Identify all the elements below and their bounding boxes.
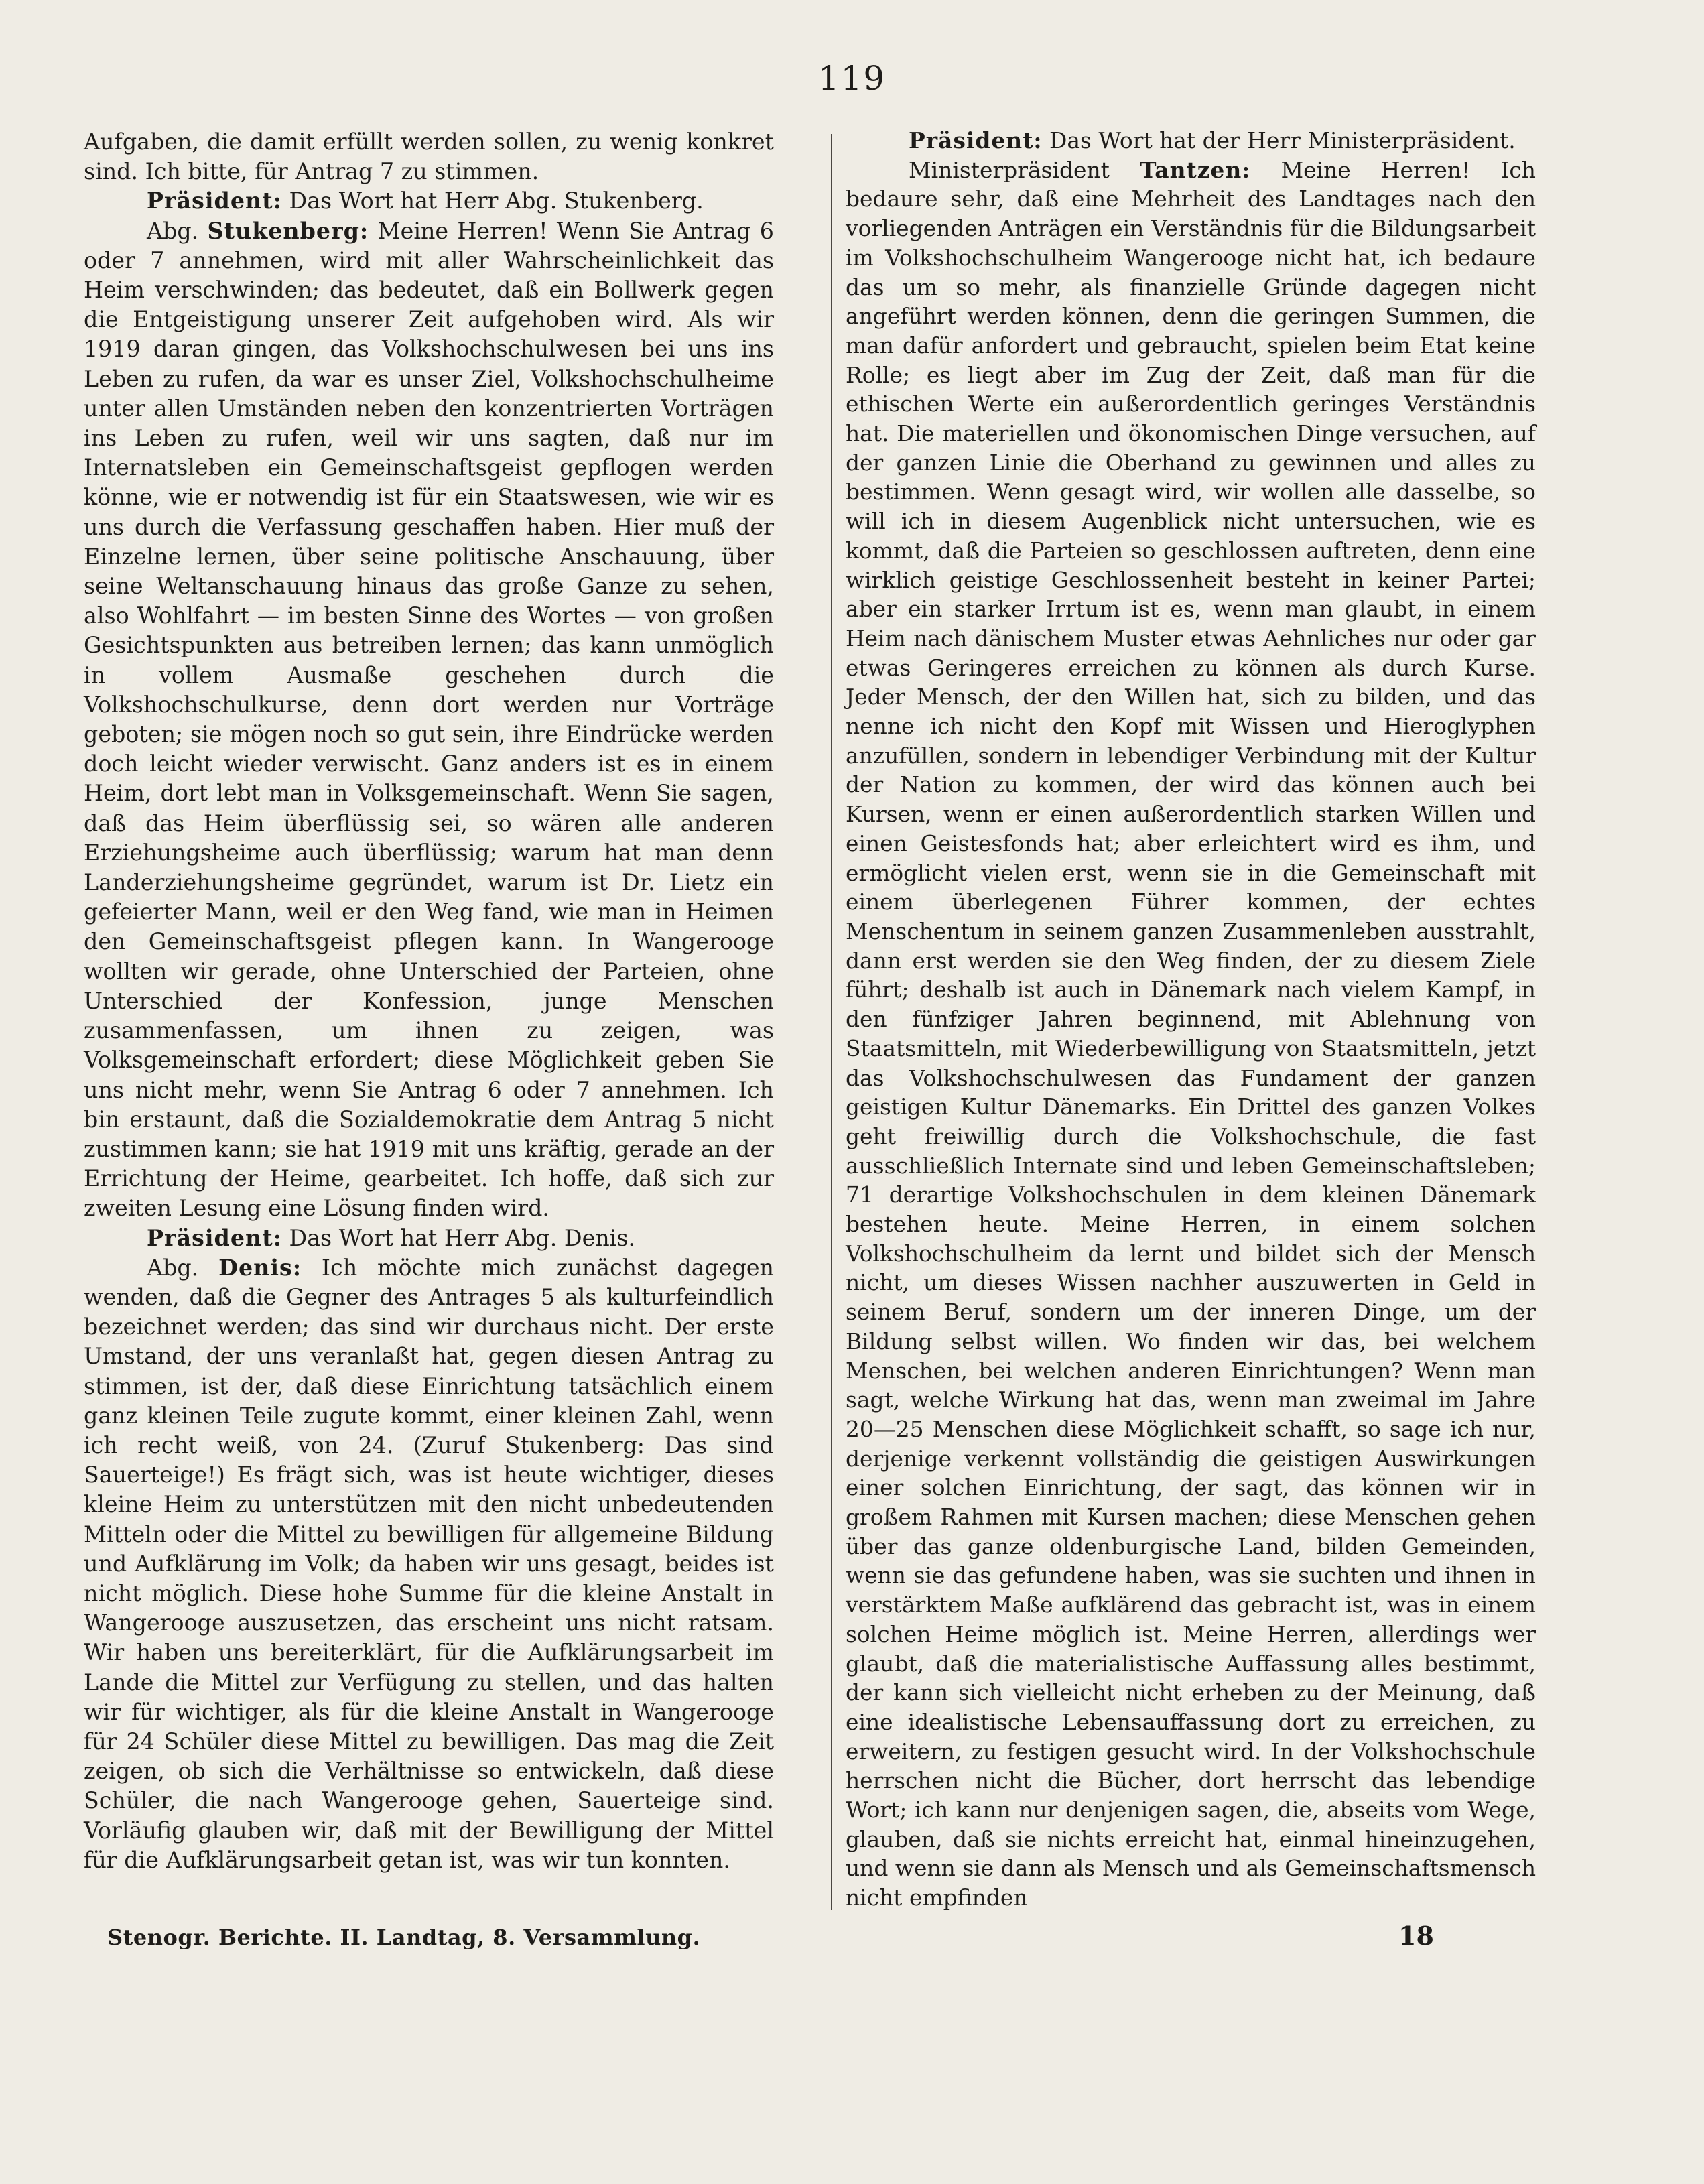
speech-paragraph <box>84 1224 774 1253</box>
speech-text: Aufgaben, die damit erfüllt werden sollen, zu wenig konkret sind. Ich bitte, für Antrag 7 zu stimmen. <box>84 129 774 185</box>
speaker-name: Stukenberg: <box>207 217 369 244</box>
speech-paragraph <box>84 1253 774 1875</box>
speech-text: Ich möchte mich zunächst dagegen wenden, daß die Gegner des Antrages 5 als kulturfeindlich bezeichnet werden; das sind wir durchaus nicht. Der erste Umstand, der uns veranlaßt hat, gegen diesen Antrag zu stimmen, ist der, daß diese Einrichtung tatsächlich einem ganz kleinen Teile zugute kommt, einer kleinen Zahl, wenn ich recht weiß, von 24. (Zuruf Stukenberg: Das sind Sauerteige!) Es frägt sich, was ist heute wichtiger, dieses kleine Heim zu unterstützen mit den nicht unbedeutenden Mitteln oder die Mittel zu bewilligen für allgemeine Bildung und Aufklärung im Volk; da haben wir uns gesagt, beides ist nicht möglich. Diese hohe Summe für die kleine Anstalt in Wangerooge auszusetzen, das erscheint uns nicht ratsam. Wir haben uns bereiterklärt, für die Aufklärungsarbeit im Lande die Mittel zur Verfügung zu stellen, und das halten wir für wichtiger, als für die kleine Anstalt in Wangerooge für 24 Schüler diese Mittel zu bewilligen. Das mag die Zeit zeigen, ob sich die Verhältnisse so entwickeln, daß diese Schüler, die nach Wangerooge gehen, Sauerteige sind. Vorläufig glauben wir, daß mit der Bewilligung der Mittel für die Aufklärungsarbeit getan ist, was wir tun konnten. <box>84 1254 774 1873</box>
speech-text: Das Wort hat Herr Abg. Stukenberg. <box>289 188 704 214</box>
speech-paragraph <box>84 186 774 216</box>
column-divider <box>831 134 832 1910</box>
speech-text: Das Wort hat der Herr Ministerpräsident. <box>1049 127 1516 153</box>
speaker-title: Abg. <box>147 217 199 244</box>
speaker-name: Präsident: <box>147 188 282 214</box>
footer-source: Stenogr. Berichte. II. Landtag, 8. Versammlung. <box>107 1925 701 1950</box>
speaker-name: Präsident: <box>147 1224 282 1251</box>
page-number: 119 <box>817 59 887 98</box>
speech-paragraph <box>84 216 774 1224</box>
speech-text: Meine Herren! Ich bedaure sehr, daß eine Mehrheit des Landtages nach den vorliegenden Anträgen ein Verständnis für die Bildungsarbeit im Volkshochschulheim Wangerooge nicht hat, ich bedaure das um so mehr, als finanzielle Gründe dagegen nicht angeführt werden können, denn die geringen Summen, die man dafür anfordert und gebraucht, spielen beim Etat keine Rolle; es liegt aber im Zug der Zeit, daß man für die ethischen Werte ein außerordentlich geringes Verständnis hat. Die materiellen und ökonomischen Dinge versuchen, auf der ganzen Linie die Oberhand zu gewinnen und alles zu bestimmen. Wenn gesagt wird, wir wollen alle dasselbe, so will ich in diesem Augenblick nicht untersuchen, wie es kommt, daß die Parteien so geschlossen auftreten, denn eine wirklich geistige Geschlossenheit besteht in keiner Partei; aber ein starker Irrtum ist es, wenn man glaubt, in einem Heim nach dänischem Muster etwas Aehnliches nur oder gar etwas Geringeres erreichen zu können als durch Kurse. Jeder Mensch, der den Willen hat, sich zu bilden, und das nenne ich nicht den Kopf mit Wissen und Hieroglyphen anzufüllen, sondern in lebendiger Verbindung mit der Kultur der Nation zu kommen, der wird das können auch bei Kursen, wenn er einen außerordentlich starken Willen und einen Geistesfonds hat; aber erleichtert wird es ihm, und ermöglicht vielen erst, wenn sie in die Gemeinschaft mit einem überlegenen Führer kommen, der echtes Menschentum in seinem ganzen Zusammenleben ausstrahlt, dann erst werden sie den Weg finden, der zu diesem Ziele führt; deshalb ist auch in Dänemark nach vielem Kampf, in den fünfziger Jahren beginnend, mit Ablehnung von Staatsmitteln, mit Wiederbewilligung von Staatsmitteln, jetzt das Volkshochschulwesen das Fundament der ganzen geistigen Kultur Dänemarks. Ein Drittel des ganzen Volkes geht freiwillig durch die Volkshochschule, die fast ausschließlich Internate sind und leben Gemeinschaftsleben; 71 derartige Volkshochschulen in dem kleinen Dänemark bestehen heute. Meine Herren, in einem solchen Volkshochschulheim da lernt und bildet sich der Mensch nicht, um dieses Wissen nachher auszuwerten in Geld in seinem Beruf, sondern um der inneren Dinge, um der Bildung selbst willen. Wo finden wir das, bei welchem Menschen, bei welchen anderen Einrichtungen? Wenn man sagt, welche Wirkung hat das, wenn man zweimal im Jahre 20—25 Menschen diese Möglichkeit schafft, so sage ich nur, derjenige verkennt vollständig die geistigen Auswirkungen einer solchen Einrichtung, der sagt, das können wir in großem Rahmen mit Kursen machen; diese Menschen gehen über das ganze oldenburgische Land, bilden Gemeinden, wenn sie das gefundene haben, was sie suchten und ihnen in verstärktem Maße aufklärend das gebracht ist, was in einem solchen Heime möglich ist. Meine Herren, allerdings wer glaubt, daß die materialistische Auffassung alles bestimmt, der kann sich vielleicht nicht erheben zu der Meinung, daß eine idealistische Lebensauffassung dort zu erreichen, zu erweitern, zu festigen gesucht wird. In der Volkshochschule herrschen nicht die Bücher, dort herrscht das lebendige Wort; ich kann nur denjenigen sagen, die, abseits vom Wege, glauben, daß sie nichts erreicht hat, einmal hineinzugehen, und wenn sie dann als Mensch und als Gemeinschaftsmensch nicht empfinden <box>846 156 1536 1911</box>
speaker-title: Ministerpräsident <box>909 156 1110 183</box>
speaker-title: Abg. <box>147 1254 199 1281</box>
speech-paragraph <box>846 155 1536 1913</box>
speech-text: Meine Herren! Wenn Sie Antrag 6 oder 7 annehmen, wird mit aller Wahrscheinlichkeit das Heim verschwinden; das bedeutet, daß ein Bollwerk gegen die Entgeistigung unserer Zeit aufgehoben wird. Als wir 1919 daran gingen, das Volkshochschulwesen bei uns ins Leben zu rufen, da war es unser Ziel, Volkshochschulheime unter allen Umständen neben den konzentrierten Vorträgen ins Leben zu rufen, weil wir uns sagten, daß nur im Internatsleben ein Gemeinschaftsgeist gepflogen werden könne, wie er notwendig ist für ein Staatswesen, wie wir es uns durch die Verfassung geschaffen haben. Hier muß der Einzelne lernen, über seine politische Anschauung, über seine Weltanschauung hinaus das große Ganze zu sehen, also Wohlfahrt — im besten Sinne des Wortes — von großen Gesichtspunkten aus betreiben lernen; das kann unmöglich in vollem Ausmaße geschehen durch die Volkshochschulkurse, denn dort werden nur Vorträge geboten; sie mögen noch so gut sein, ihre Eindrücke werden doch leicht wieder verwischt. Ganz anders ist es in einem Heim, dort lebt man in Volksgemeinschaft. Wenn Sie sagen, daß das Heim überflüssig sei, so wären alle anderen Erziehungsheime auch überflüssig; warum hat man denn Landerziehungsheime gegründet, warum ist Dr. Lietz ein gefeierter Mann, weil er den Weg fand, wie man in Heimen den Gemeinschaftsgeist pflegen kann. In Wangerooge wollten wir gerade, ohne Unterschied der Parteien, ohne Unterschied der Konfession, junge Menschen zusammenfassen, um ihnen zu zeigen, was Volksgemeinschaft erfordert; diese Möglichkeit geben Sie uns nicht mehr, wenn Sie Antrag 6 oder 7 annehmen. Ich bin erstaunt, daß die Sozialdemokratie dem Antrag 5 nicht zustimmen kann; sie hat 1919 mit uns kräftig, gerade an der Errichtung der Heime, gearbeitet. Ich hoffe, daß sich zur zweiten Lesung eine Lösung finden wird. <box>84 217 774 1222</box>
text-paragraph <box>84 127 774 186</box>
speaker-name: Tantzen: <box>1139 156 1251 183</box>
footer-sheet-number: 18 <box>1398 1921 1434 1951</box>
speaker-name: Präsident: <box>909 127 1043 153</box>
speech-paragraph <box>846 126 1536 155</box>
left-column <box>84 127 774 1875</box>
right-column <box>846 126 1536 1913</box>
speaker-name: Denis: <box>218 1254 302 1281</box>
speech-text: Das Wort hat Herr Abg. Denis. <box>289 1224 636 1251</box>
